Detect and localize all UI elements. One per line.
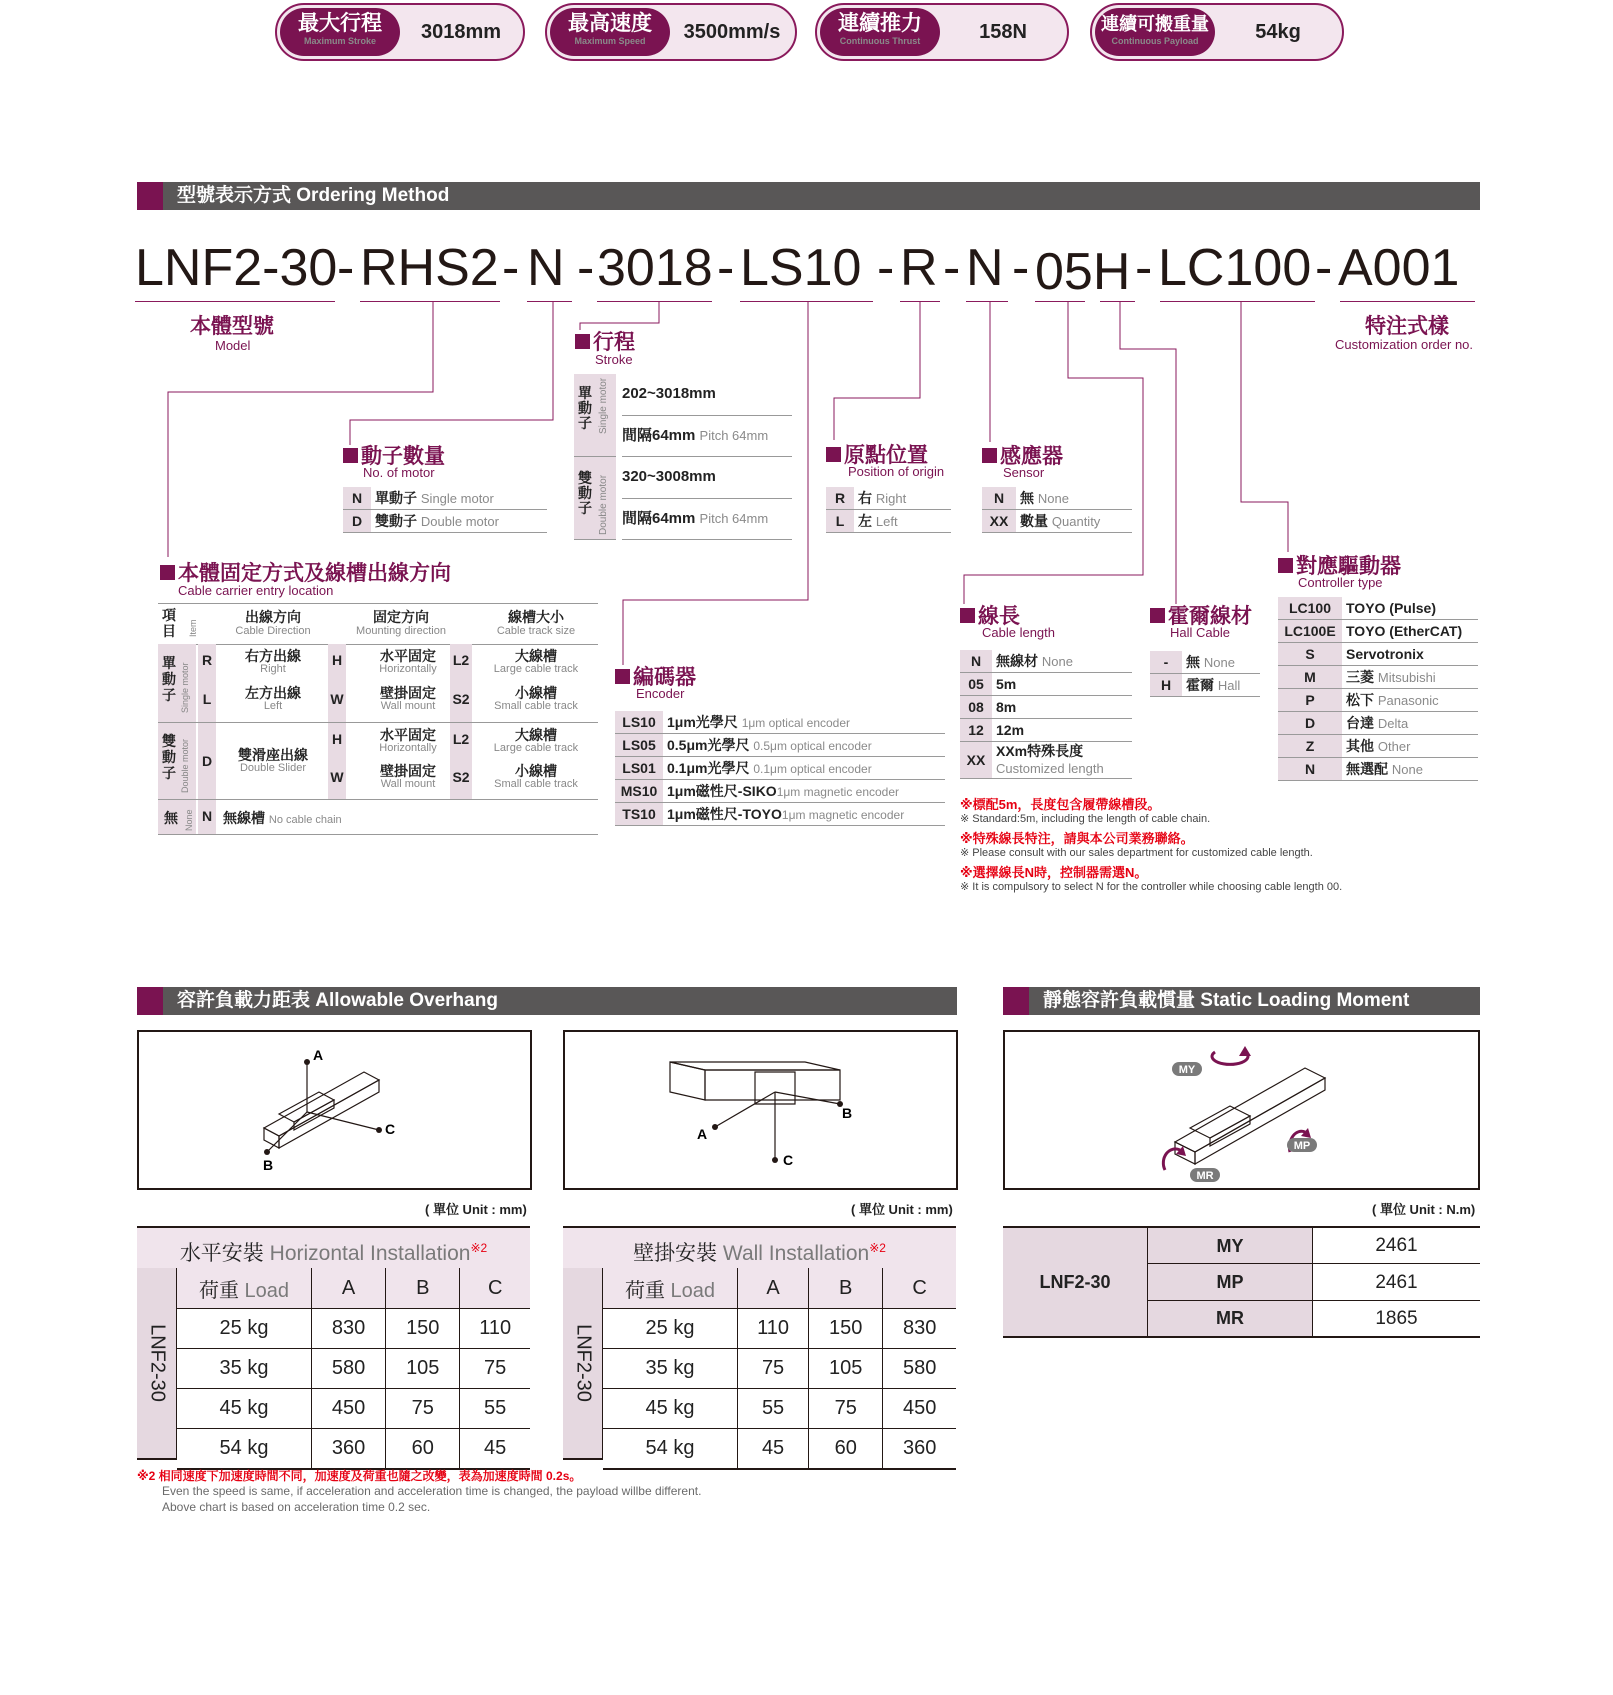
- stroke-table: 單動子 Single motor 雙動子 Double motor 202~3018mm 間隔64mm Pitch 64mm 320~3008mm 間隔64mm Pitch 64mm: [574, 374, 792, 539]
- horizontal-diagram: [137, 1030, 532, 1190]
- label-a: A: [313, 1047, 324, 1063]
- controller-title: 對應驅動器: [1278, 550, 1401, 580]
- overhang-section-bar: [137, 987, 957, 1015]
- moment-diagram: [1003, 1030, 1480, 1190]
- moment-table: LNF2-30 MY 2461 MP 2461 MR 1865: [1003, 1226, 1480, 1338]
- cable-length-table: N 無線材 None 05 5m 08 8m 12 12m XX XXm特殊長度 Customized length: [960, 650, 1132, 779]
- sensor-title: 感應器: [982, 440, 1063, 470]
- sensor-table: N 無 None XX 數量 Quantity: [982, 487, 1132, 533]
- spec-continuous-payload: 連續可搬重量 Continuous Payload 54kg: [1090, 3, 1344, 61]
- horizontal-header: 水平安裝 Horizontal Installation$^{※2}$: [137, 1226, 530, 1268]
- unit-nm: ( 單位 Unit : N.m): [1372, 1202, 1476, 1217]
- svg-text:B: B: [842, 1105, 853, 1121]
- wall-model-side: LNF2-30: [563, 1268, 603, 1460]
- horizontal-table: 荷重 Load A B C 25 kg 830 150 110 35 kg 580 105 75 45 kg 450 75 55 54 kg 360 60 45: [177, 1268, 530, 1470]
- spec-max-speed: 最高速度 Maximum Speed 3500mm/s: [545, 3, 797, 61]
- stroke-title: 行程: [575, 326, 635, 356]
- wall-diagram: [563, 1030, 958, 1190]
- unit-mm-1: ( 單位 Unit : mm): [425, 1202, 527, 1217]
- label-mr: MR: [1196, 1170, 1214, 1182]
- label-b: B: [263, 1157, 274, 1173]
- encoder-title: 編碼器: [615, 661, 696, 691]
- controller-table: LC100 TOYO (Pulse) LC100E TOYO (EtherCAT) S Servotronix M 三菱 Mitsubishi P 松下 Panasonic D 台達 Delta Z 其他 Other N 無選配 None: [1278, 597, 1478, 781]
- label-my: MY: [1178, 1064, 1196, 1076]
- motor-table: N 單動子 Single motor D 雙動子 Double motor: [343, 487, 547, 533]
- model-code: LNF2-30 - RHS2 - N - 3018 - LS10 - R - N - 05H - LC100 - A001: [135, 239, 1460, 301]
- cable-length-title: 線長: [960, 600, 1020, 630]
- hall-title: 霍爾線材: [1150, 600, 1252, 630]
- spec-max-stroke: 最大行程 Maximum Stroke 3018mm: [275, 3, 525, 61]
- wall-table: 荷重 Load A B C 25 kg 110 150 830 35 kg 75 105 580 45 kg 55 75 450 54 kg 45 60 360: [603, 1268, 956, 1470]
- svg-text:C: C: [783, 1152, 794, 1168]
- label-c: C: [385, 1121, 396, 1137]
- overhang-title: 容許負載力距表 Allowable Overhang: [177, 990, 498, 1011]
- label-mp: MP: [1293, 1140, 1311, 1152]
- motor-title: 動子數量: [343, 440, 445, 470]
- origin-table: R 右 Right L 左 Left: [826, 487, 951, 533]
- custom-label: 特注式樣: [1365, 315, 1449, 338]
- carrier-title: 本體固定方式及線槽出線方向: [160, 557, 451, 587]
- moment-title: 靜態容許負載慣量 Static Loading Moment: [1043, 990, 1410, 1011]
- wall-header: 壁掛安裝 Wall Installation$^{※2}$: [563, 1226, 956, 1268]
- origin-title: 原點位置: [826, 439, 928, 469]
- encoder-table: LS10 1μm光學尺 1μm optical encoder LS05 0.5μm光學尺 0.5μm optical encoder LS01 0.1μm光學尺 0.1μm optical encoder MS10 1μm磁性尺-SIKO1μm magnetic encoder TS10 1μm磁性尺-TOYO1μm magnetic encoder: [615, 711, 945, 826]
- unit-mm-2: ( 單位 Unit : mm): [851, 1202, 953, 1217]
- svg-text:A: A: [697, 1126, 708, 1142]
- horizontal-model-side: LNF2-30: [137, 1268, 177, 1460]
- hall-table: - 無 None H 霍爾 Hall: [1150, 651, 1260, 697]
- spec-continuous-thrust: 連續推力 Continuous Thrust 158N: [815, 3, 1069, 61]
- ordering-title: 型號表示方式 Ordering Method: [177, 185, 450, 206]
- moment-section-bar: [1003, 987, 1480, 1015]
- model-label: 本體型號: [190, 315, 274, 338]
- carrier-table: 項目 Item 出線方向 Cable Direction 固定方向 Mounting direction 線槽大小 Cable track size 單動子 Single motor R L 右方出線 Right 左方出線 Left H W 水平固定 Horizontally 壁掛固定 Wall mount L2 S2 大線槽 Large cable track 小線槽 Small cable track 雙動子 Double motor D 雙滑座出線 Double Slider H W 水平固定 Horizontally 壁掛固定 Wall mount L2 S2 大線槽 Large cable track 小線槽 Small cable track 無 None N 無線槽 No cable chain: [158, 603, 598, 835]
- overhang-note-zh: ※2 相同速度下加速度時間不同，加速度及荷重也隨之改變，表為加速度時間 0.2s。: [137, 1469, 582, 1483]
